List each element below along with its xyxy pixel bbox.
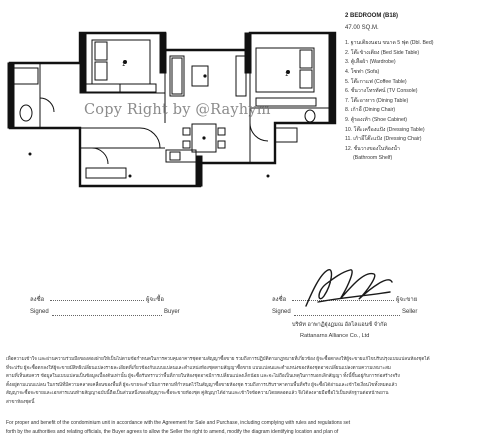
buyer-thai-sign-line xyxy=(50,300,144,301)
fine-print-thai-line: สาขาห้องชุดนี้ xyxy=(6,398,35,404)
legend-item: 7. โต๊ะอาหาร (Dining Table) xyxy=(345,97,409,104)
company-english-name: Rattanarns Alliance Co., Ltd xyxy=(300,333,370,339)
fine-print-thai-line: เพื่อความเข้าใจ และผ่านความร่วมมือของสองฝ่ายให้เป็นไปตามข้อกำหนดในการควบคุมอาคารชุดตามสัญญาซื้อขาย รวมถึงการปฏิบัติตามกฎหมายที่เกี่ยวข้อง ผู้จะซื้อตกลงให้ผู้จะขายแก้ไขปรับปรุงแบบแปลนห้องชุดได้ xyxy=(6,356,430,361)
buyer-thai-sign-label: ลงชื่อ xyxy=(30,297,45,303)
fine-print-thai xyxy=(6,355,472,407)
seller-thai-label: ผู้จะขาย xyxy=(396,297,418,303)
unit-legend xyxy=(345,12,475,164)
fine-print-english-line: For proper and benefit of the condominium unit in accordance with the Agreement for Sale and Purchase, including complying with rules and regulations set xyxy=(6,420,351,426)
legend-item: 4. โซฟา (Sofa) xyxy=(345,68,380,75)
seller-thai-sign-label: ลงชื่อ xyxy=(272,297,287,303)
buyer-signed-line xyxy=(52,315,162,316)
legend-item: 1. ฐานเตียงนอน ขนาด 5 ฟุต (Dbl. Bed) xyxy=(345,40,434,47)
legend-item: (Bathroom Shelf) xyxy=(353,155,393,162)
fine-print-thai-line: สัญญาจะซื้อจะขายและเอกสารแนบท้ายสัญญาฉบับนี้ถือเป็นส่วนหนึ่งของสัญญาจะซื้อจะขายห้องชุด คู่สัญญาได้อ่านและเข้าใจข้อความโดยตลอดแล้ว จึงได้ลงลายมือชื่อไว้เป็นหลักฐานต่อหน้าพยาน xyxy=(6,390,389,396)
legend-item: 5. โต๊ะกาแฟ (Coffee Table) xyxy=(345,78,407,85)
legend-item: 11. เก้าอี้โต๊ะแป้ง (Dressing Chair) xyxy=(345,136,422,143)
buyer-signed-label: Signed xyxy=(30,309,49,315)
legend-item: 8. เก้าอี้ (Dining Chair) xyxy=(345,107,396,114)
legend-item: 10. โต๊ะเครื่องแป้ง (Dressing Table) xyxy=(345,126,425,133)
seller-signed-label: Signed xyxy=(272,309,291,315)
bed-left-number: 1 xyxy=(122,62,126,68)
bed-right-number: 1 xyxy=(285,72,289,78)
legend-item: 12. ชั้นวางของในห้องน้ำ xyxy=(345,145,400,152)
buyer-label: Buyer xyxy=(164,309,180,315)
buyer-thai-label: ผู้จะซื้อ xyxy=(146,297,164,303)
seller-signature xyxy=(298,262,398,314)
legend-item: 3. ตู้เสื้อผ้า (Wardrobe) xyxy=(345,59,396,66)
legend-item: 6. ชั้นวางโทรทัศน์ (TV Console) xyxy=(345,88,418,95)
legend-item: 9. ตู้รองเท้า (Shoe Cabinet) xyxy=(345,116,408,123)
fine-print-thai-line: ที่จะปรับ ผู้จะซื้อตกลงให้ผู้จะขายมีสิทธิเปลี่ยนแปลงรายละเอียดที่เกี่ยวข้องกับแบบแปลนและตำแหน่งห้องชุดตามสัญญาซื้อขาย แบบแปลนและตำแหน่งของห้องชุดอาจเปลี่ยนแปลงตามความเหมาะสม xyxy=(6,364,391,370)
fine-print-english xyxy=(6,419,472,437)
company-thai-name: บริษัท อาพาฏิฐุ่งฏมณ อัลไลแอนซ์ จำกัด xyxy=(292,322,388,328)
seller-label: Seller xyxy=(402,309,418,315)
unit-area: 47.00 SQ.M. xyxy=(345,24,379,31)
fine-print-thai-line: ตั้งอยู่ตามแบบแปลน ในกรณีที่มีความคลาดเคลื่อนของพื้นที่ ผู้จะขายจะดำเนินการตามที่กำหนดไว้ในสัญญาซื้อขายห้องชุด รวมถึงการปรับราคาตามพื้นที่จริง ผู้จะซื้อได้อ่านและเข้าใจเงื่อนไขทั้งหมดแล้ว xyxy=(6,381,397,387)
unit-title: 2 BEDROOM (B18) xyxy=(345,13,399,19)
fine-print-thai-line: ตามที่เห็นสมควร ข้อมูลในแบบแปลนเป็นข้อมูลเบื้องต้นเท่านั้น ผู้จะซื้อรับทราบว่าพื้นที่ภายในห้องชุดอาจมีการเปลี่ยนแปลงเล็กน้อย และจะไม่ถือเป็นเหตุในการบอกเลิกสัญญา ทั้งนี้ขึ้นอยู่กับการก่อสร้างจริง xyxy=(6,373,400,379)
fine-print-english-line: forth by the authorities and relating officials, the Buyer agrees to allow the Seller the right to amend, modify the diagram identifying location and plan of xyxy=(6,429,339,435)
watermark: Copy Right by @Rayhym xyxy=(84,102,271,118)
seller-signed-line xyxy=(294,315,400,316)
legend-item: 2. โต๊ะข้างเตียง (Bed Side Table) xyxy=(345,49,420,56)
legend-list xyxy=(345,39,475,164)
